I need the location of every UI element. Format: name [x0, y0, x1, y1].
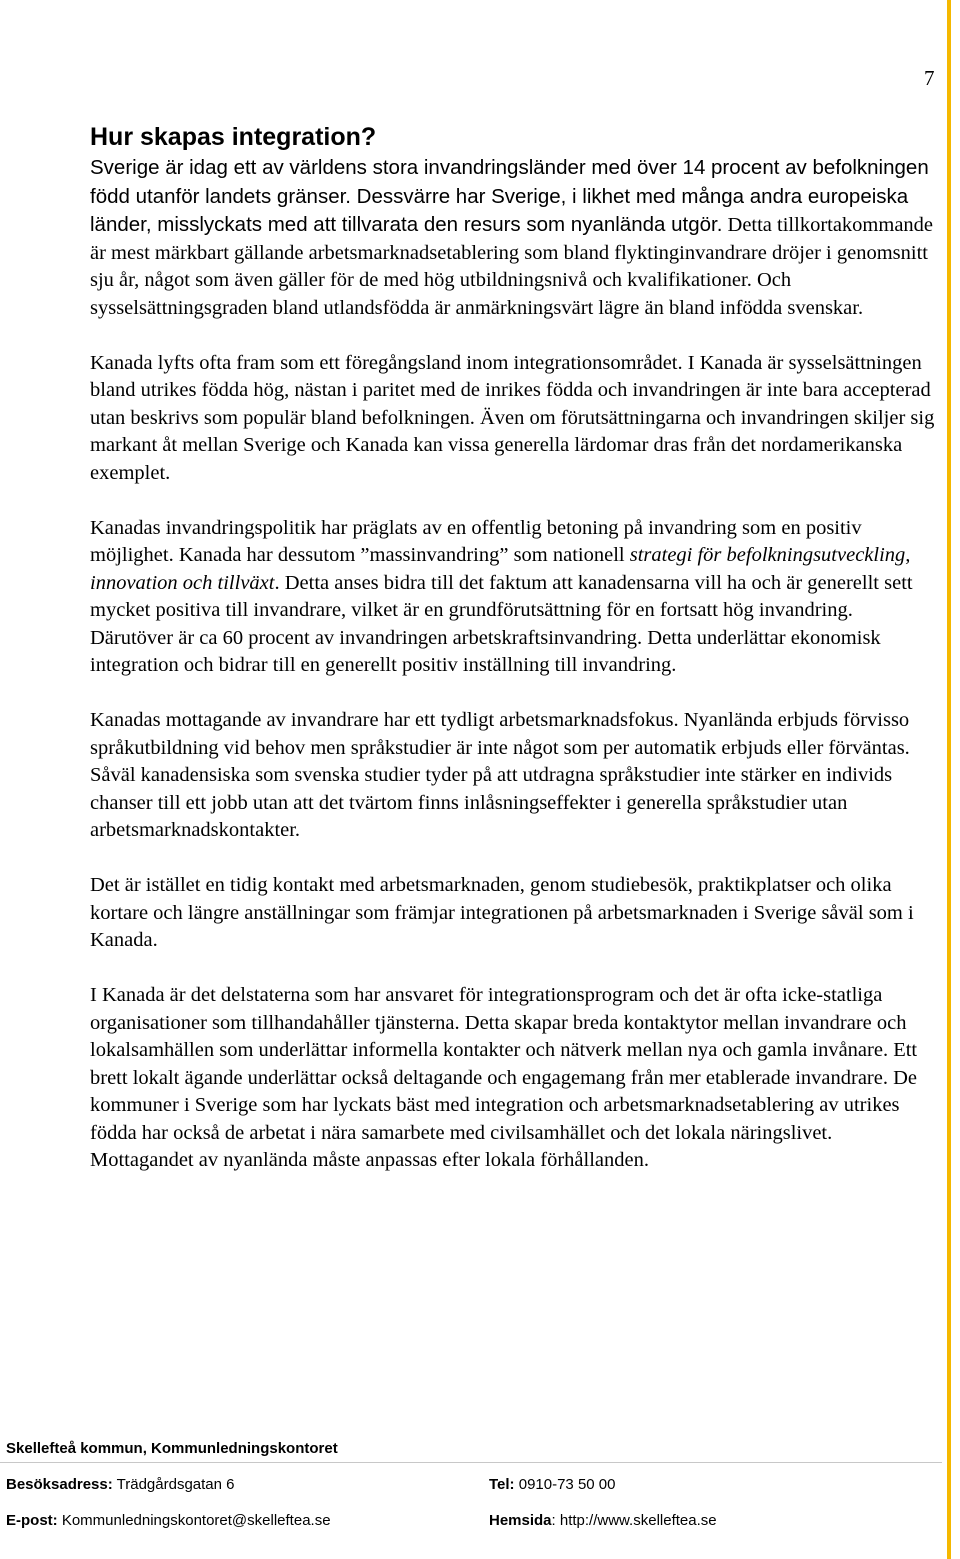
footer-email: [6, 1512, 331, 1529]
intro-sans-text: Sverige är idag ett av världens stora invandringsländer med över 14 procent av befolkningen född utanför landets gränser. Dessvärre har Sverige, i likhet med många andra europeiska länder, misslyckats med att tillvarata den resurs som nyanlända utgör.: [90, 156, 929, 236]
footer-divider: [0, 1462, 942, 1463]
paragraph-6: I Kanada är det delstaterna som har ansvaret för integrationsprogram och det är ofta icke-statliga organisationer som tillhandahåller tjänsterna. Detta skapar breda kontaktytor mellan invandrare och lokalsamhällen som underlättar informella kontakter och nätverk mellan nya och gamla invånare. Ett brett lokalt ägande underlättar också deltagande och engagemang från mer etablerade invandrare. De kommuner i Sverige som har lyckats bäst med integration och arbetsmarknadsetablering av utrikes födda har också de arbetat i nära samarbete med civilsamhället och det lokala näringslivet. Mottagandet av nyanlända måste anpassas efter lokala förhållanden.: [90, 984, 918, 1171]
paragraph-2: Kanada lyfts ofta fram som ett föregångsland inom integrationsområdet. I Kanada är sysselsättningen bland utrikes födda hög, nästan i paritet med de inrikes födda och invandringen är inte bara accepterad utan beskrivs som populär bland befolkningen. Även om förutsättningarna och invandringen skiljer sig markant åt mellan Sverige och Kanada kan vissa generella lärdomar dras från det nordamerikanska exemplet.: [90, 351, 935, 484]
section-heading: Hur skapas integration?: [90, 123, 377, 151]
p3-text-after: . Detta anses bidra till det faktum att kanadensarna vill ha och är generellt sett mycket positiva till invandrare, vilket är en grundförutsättning för en fortsatt hög invandring. Därutöver är ca 60 procent av invandringen arbetskraftsinvandring. Detta underlättar ekonomisk integration och bidrar till en generellt positiv inställning till invandring.: [90, 571, 913, 676]
phone-value: 0910-73 50 00: [514, 1476, 616, 1493]
email-label: E-post:: [6, 1512, 58, 1529]
paragraph-4: Kanadas mottagande av invandrare har ett tydligt arbetsmarknadsfokus. Nyanlända erbjuds förvisso språkutbildning vid behov men språkstudier är inte något som per automatik erbjuds eller förväntas. Såväl kanadensiska som svenska studier tyder på att utdragna språkstudier inte stärker en individs chanser till ett jobb utan att det tvärtom finns inlåsningseffekter i generella språkstudier utan arbetsmarknadskontakter.: [90, 709, 910, 841]
email-value: Kommunledningskontoret@skelleftea.se: [57, 1512, 331, 1529]
phone-label: Tel:: [489, 1476, 515, 1493]
address-label: Besöksadress:: [6, 1476, 113, 1493]
margin-bar: [947, 0, 951, 1559]
intro-serif-text: Detta tillkortakommande är mest märkbart gällande arbetsmarknadsetablering som bland flyktinginvandrare dröjer i genomsnitt sju år, något som även gäller för de med hög utbildningsnivå och kvalifikationer. Och sysselsättningsgraden bland utlandsfödda är anmärkningsvärt lägre än bland infödda svenskar.: [90, 214, 934, 319]
paragraph-3: [90, 515, 940, 680]
website-value: : http://www.skelleftea.se: [551, 1512, 717, 1529]
website-label: Hemsida: [489, 1512, 552, 1529]
p3-text-before: Kanadas invandringspolitik har präglats av en offentlig betoning på invandring som en positiv möjlighet. Kanada har dessutom ”massinvandring” som nationell: [90, 516, 862, 566]
footer-organization: Skellefteå kommun, Kommunledningskontoret: [6, 1440, 338, 1457]
footer-address: [6, 1476, 235, 1493]
paragraph-5: Det är istället en tidig kontakt med arbetsmarknaden, genom studiebesök, praktikplatser och olika kortare och längre anställningar som främjar integrationen på arbetsmarknaden i Sverige såväl som i Kanada.: [90, 874, 914, 951]
footer-website: [489, 1512, 717, 1529]
address-value: Trädgårdsgatan 6: [112, 1476, 235, 1493]
footer-phone: [489, 1476, 615, 1493]
p3-italic-text: strategi för befolkningsutveckling, innovation och tillväxt: [90, 544, 911, 594]
paragraph-intro: [90, 154, 940, 322]
document-body: [90, 120, 940, 1175]
page-number: 7: [924, 66, 935, 90]
